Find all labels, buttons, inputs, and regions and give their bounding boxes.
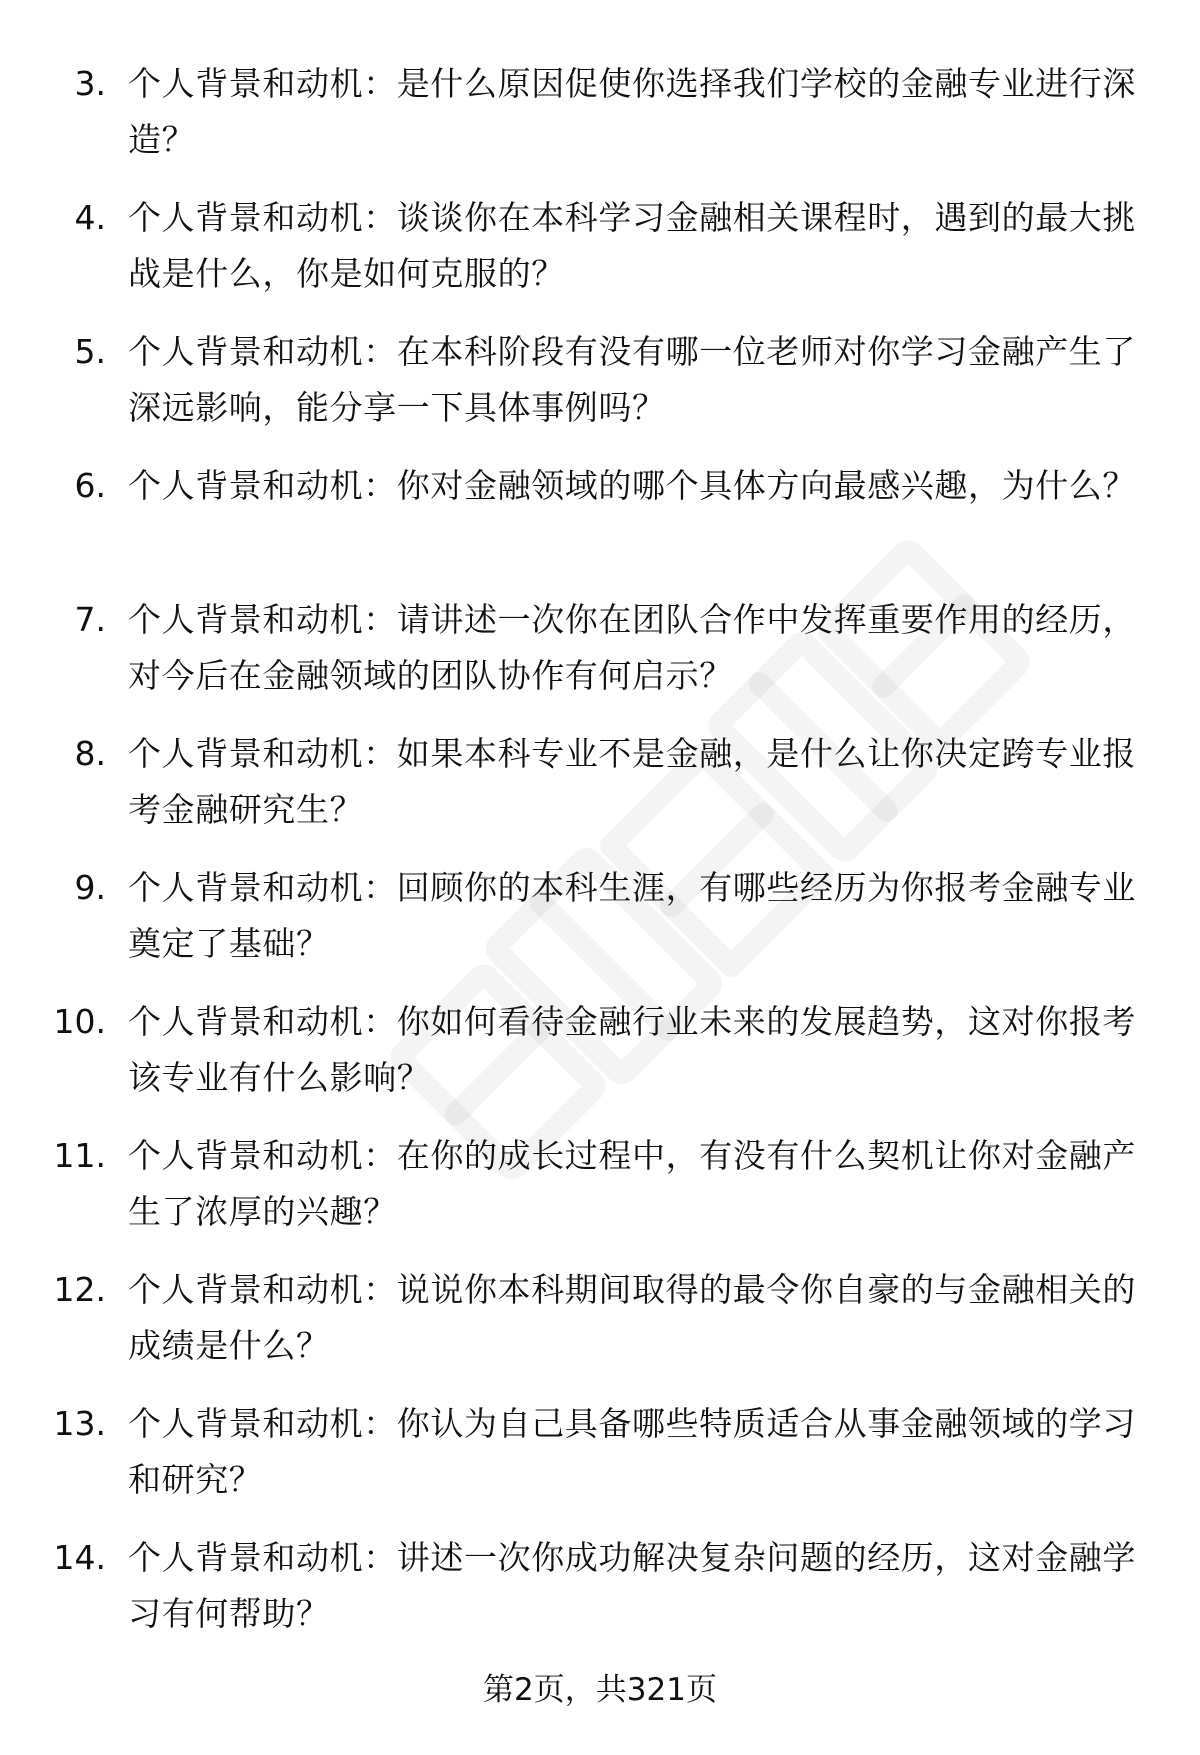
question-item: [0, 994, 1200, 1128]
question-item: [0, 860, 1200, 994]
question-text: 个人背景和动机：回顾你的本科生涯，有哪些经历为你报考金融专业奠定了基础？: [128, 868, 1136, 963]
question-item: [0, 592, 1200, 726]
question-item: [0, 324, 1200, 458]
question-text: 个人背景和动机：谈谈你在本科学习金融相关课程时，遇到的最大挑战是什么，你是如何克服的？: [128, 198, 1136, 293]
question-number: 11.: [53, 1136, 106, 1175]
question-item: [0, 458, 1200, 592]
question-item: [0, 1530, 1200, 1664]
question-number: 10.: [53, 1002, 106, 1041]
question-text: 个人背景和动机：是什么原因促使你选择我们学校的金融专业进行深造？: [128, 64, 1136, 159]
question-list: [0, 56, 1200, 1664]
question-text: 个人背景和动机：说说你本科期间取得的最令你自豪的与金融相关的成绩是什么？: [128, 1270, 1136, 1365]
question-text: 个人背景和动机：你如何看待金融行业未来的发展趋势，这对你报考该专业有什么影响？: [128, 1002, 1136, 1097]
question-number: 8.: [74, 734, 106, 773]
question-text: 个人背景和动机：你认为自己具备哪些特质适合从事金融领域的学习和研究？: [128, 1404, 1136, 1499]
question-number: 3.: [74, 64, 106, 103]
question-text: 个人背景和动机：讲述一次你成功解决复杂问题的经历，这对金融学习有何帮助？: [128, 1538, 1136, 1633]
question-item: [0, 1396, 1200, 1530]
question-text: 个人背景和动机：在你的成长过程中，有没有什么契机让你对金融产生了浓厚的兴趣？: [128, 1136, 1136, 1231]
question-number: 7.: [74, 600, 106, 639]
question-item: [0, 726, 1200, 860]
question-text: 个人背景和动机：在本科阶段有没有哪一位老师对你学习金融产生了深远影响，能分享一下具体事例吗？: [128, 332, 1136, 427]
question-number: 6.: [74, 466, 106, 505]
question-number: 12.: [53, 1270, 106, 1309]
question-text: 个人背景和动机：请讲述一次你在团队合作中发挥重要作用的经历，对今后在金融领域的团队协作有何启示？: [128, 600, 1136, 695]
question-item: [0, 190, 1200, 324]
question-item: [0, 1128, 1200, 1262]
question-number: 14.: [53, 1538, 106, 1577]
question-number: 13.: [53, 1404, 106, 1443]
page-footer: 第2页，共321页: [483, 1672, 717, 1708]
question-item: [0, 1262, 1200, 1396]
question-item: [0, 56, 1200, 190]
question-text: 个人背景和动机：如果本科专业不是金融，是什么让你决定跨专业报考金融研究生？: [128, 734, 1136, 829]
question-number: 9.: [74, 868, 106, 907]
question-number: 4.: [74, 198, 106, 237]
question-text: 个人背景和动机：你对金融领域的哪个具体方向最感兴趣，为什么？: [128, 466, 1136, 505]
question-number: 5.: [74, 332, 106, 371]
